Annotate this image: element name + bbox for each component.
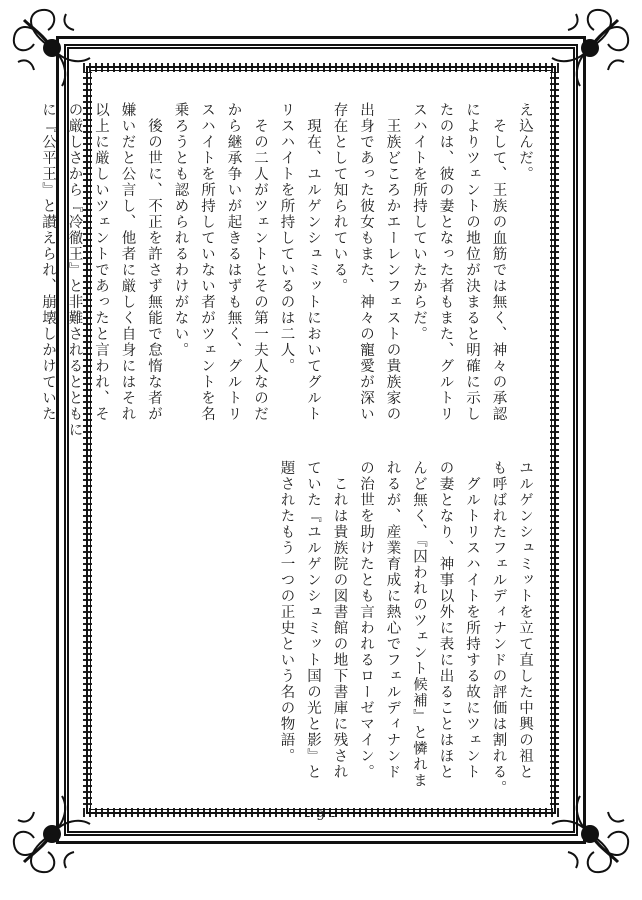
text-line: の妻となり、神事以外に表に出ることはほと: [437, 460, 454, 780]
text-line: 王族どころかエーレンフェストの貴族家の: [384, 102, 401, 422]
text-line: れるが、産業育成に熱心でフェルディナンド: [384, 460, 401, 780]
text-line: ていた『ユルゲンシュミット国の光と影』と: [305, 460, 321, 780]
corner-ornament-top-left-icon: [6, 2, 98, 94]
text-line: 存在として知られている。: [331, 102, 348, 294]
text-line: 以上に厳しいツェントであったと言われ、そ: [93, 102, 109, 422]
page-number: - 9 -: [305, 809, 337, 824]
corner-ornament-bottom-right-icon: [544, 788, 636, 880]
text-line: 出身であった彼女もまた、神々の寵愛が深い: [358, 102, 374, 422]
text-line: の厳しさから『冷徹王』と非難されるとともに: [66, 102, 83, 438]
text-line: も呼ばれたフェルディナンドの評価は割れる。: [490, 460, 507, 796]
text-line: え込んだ。: [517, 102, 533, 182]
text-line: 後の世に、不正を許さず無能で怠惰な者が: [146, 102, 162, 422]
text-line: 現在、ユルゲンシュミットにおいてグルト: [305, 102, 321, 422]
text-line: これは貴族院の図書館の地下書庫に残され: [331, 460, 348, 780]
corner-ornament-bottom-left-icon: [6, 788, 98, 880]
text-line: スハイトを所持していたからだ。: [411, 102, 427, 342]
text-line: ユルゲンシュミットを立て直した中興の祖と: [517, 460, 533, 780]
text-line: から継承争いが起きるはずも無く、グルトリ: [225, 102, 242, 422]
upper-text-block: [35, 102, 539, 438]
text-line: たのは、彼の妻となった者もまた、グルトリ: [437, 102, 454, 422]
text-line: スハイトを所持していない者がツェントを名: [199, 102, 215, 422]
text-line: によりツェントの地位が決まると明確に示し: [464, 102, 480, 422]
corner-ornament-top-right-icon: [544, 2, 636, 94]
text-line: 嫌いだと公言し、他者に厳しく自身にはそれ: [119, 102, 136, 422]
text-line: んど無く、『囚われのツェント候補』と憐れま: [411, 460, 427, 789]
text-line: の治世を助けたとも言われるローゼマイン。: [358, 460, 374, 780]
text-line: 題されたもう一つの正史という名の物語。: [278, 460, 295, 764]
text-line: グルトリスハイトを所持する故にツェント: [464, 460, 480, 780]
text-line: に『公平王』と讃えられ、崩壊しかけていた: [40, 102, 56, 422]
text-line: リスハイトを所持しているのは二人。: [278, 102, 295, 374]
lower-text-block: [273, 460, 538, 796]
text-line: そして、王族の血筋では無く、神々の承認: [490, 102, 507, 422]
text-line: その二人がツェントとその第一夫人なのだ: [252, 102, 268, 422]
text-line: 乗ろうとも認められるわけがない。: [172, 102, 189, 358]
